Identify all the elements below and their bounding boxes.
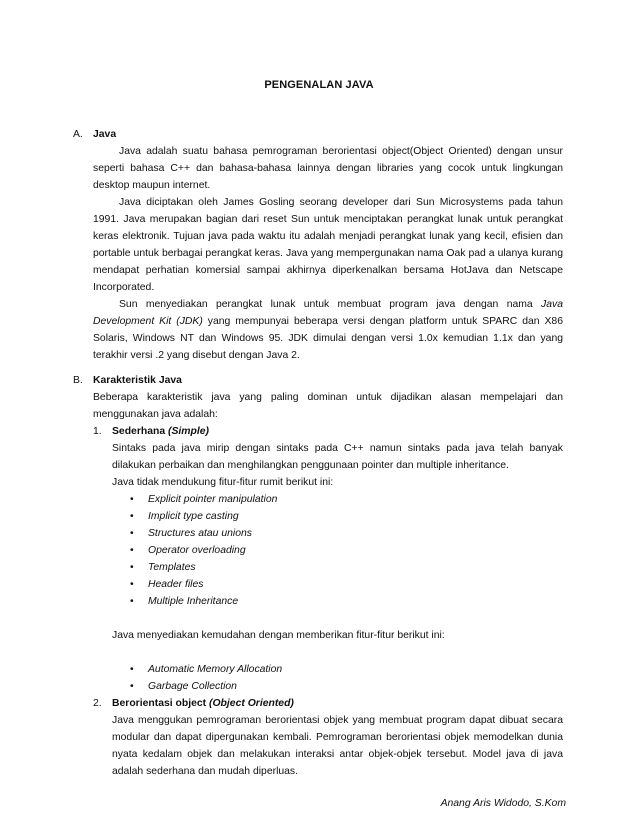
paragraph-text: yang mempunyai beberapa versi dengan platform untuk SPARC dan X86 Solaris, Windows NT dan Windows 95. JDK dimulai dengan versi 1.0x kemudian 1.1x dan yang terakhir versi .2 yang disebut dengan Java 2. [93, 316, 563, 361]
item-title: Sederhana [112, 426, 169, 437]
list-item: • Templates [128, 559, 563, 576]
section-karakteristik [73, 372, 563, 780]
list-item: • Automatic Memory Allocation [128, 661, 563, 678]
feature-item-simple [93, 423, 563, 695]
author-footer: Anang Aris Widodo, S.Kom [440, 798, 566, 809]
list-item: • Implicit type casting [128, 508, 563, 525]
list-item: • Header files [128, 576, 563, 593]
list-item: • Structures atau unions [128, 525, 563, 542]
page-title: PENGENALAN JAVA [264, 79, 374, 91]
item-number: 1. [93, 426, 102, 437]
item-text: Java menggukan pemrograman berorientasi objek yang membuat program dapat dibuat secara modular dan dapat dipergunakan kembali. Pemrograman berorientasi objek memodelkan dunia nyata kedalam objek dan melakukan interaksi antar objek-objek tersebut. Model java di java adalah sederhana dan mudah diperluas. [112, 715, 563, 777]
section-heading: Karakteristik Java [93, 375, 182, 386]
list-item: • Explicit pointer manipulation [128, 491, 563, 508]
list-item: • Garbage Collection [128, 678, 563, 695]
item-title-italic: (Object Oriented) [209, 698, 294, 709]
jdk-term: Java Development Kit (JDK) [93, 299, 563, 327]
list-intro: Java tidak mendukung fitur-fitur rumit berikut ini: [112, 477, 334, 488]
item-title: Berorientasi object [112, 698, 210, 709]
section-letter: A. [73, 129, 83, 140]
paragraph [93, 296, 563, 364]
paragraph: Java adalah suatu bahasa pemrograman berorientasi object(Object Oriented) dengan unsur seperti bahasa C++ dan bahasa-bahasa lainnya dengan libraries yang cocok untuk lingkungan desktop maupun internet. [93, 146, 563, 191]
paragraph-text: Sun menyediakan perangkat lunak untuk membuat program java dengan nama [119, 299, 542, 310]
section-java [73, 126, 563, 364]
section-letter: B. [73, 375, 83, 386]
list-intro: Java menyediakan kemudahan dengan memberikan fitur-fitur berikut ini: [112, 630, 445, 641]
list-item: • Operator overloading [128, 542, 563, 559]
item-title-italic: (Simple) [168, 426, 210, 437]
section-heading: Java [93, 129, 117, 140]
paragraph: Java diciptakan oleh James Gosling seorang developer dari Sun Microsystems pada tahun 1991. Java merupakan bagian dari reset Sun untuk menciptakan perangkat lunak untuk perangkat keras elektronik. Tujuan java pada waktu itu adalah menjadi perangkat lunak yang kecil, efisien dan portable untuk berbagai perangkat keras. Java yang mempergunakan nama Oak pad a ulanya kurang mendapat perhatian komersial sampai akhirnya diperkenalkan bersama HotJava dan Netscape Incorporated. [93, 197, 563, 293]
item-text: Sintaks pada java mirip dengan sintaks pada C++ namun sintaks pada java telah banyak dilakukan perbaikan dan menghilangkan penggunaan pointer dan multiple inheritance. [112, 443, 563, 471]
item-number: 2. [93, 698, 102, 709]
section-intro: Beberapa karakteristik java yang paling dominan untuk dijadikan alasan mempelajari dan menggunakan java adalah: [93, 392, 563, 420]
unsupported-features-list [128, 491, 563, 610]
feature-item-object-oriented [93, 695, 563, 780]
list-item: • Multiple Inheritance [128, 593, 563, 610]
provided-features-list [128, 661, 563, 695]
